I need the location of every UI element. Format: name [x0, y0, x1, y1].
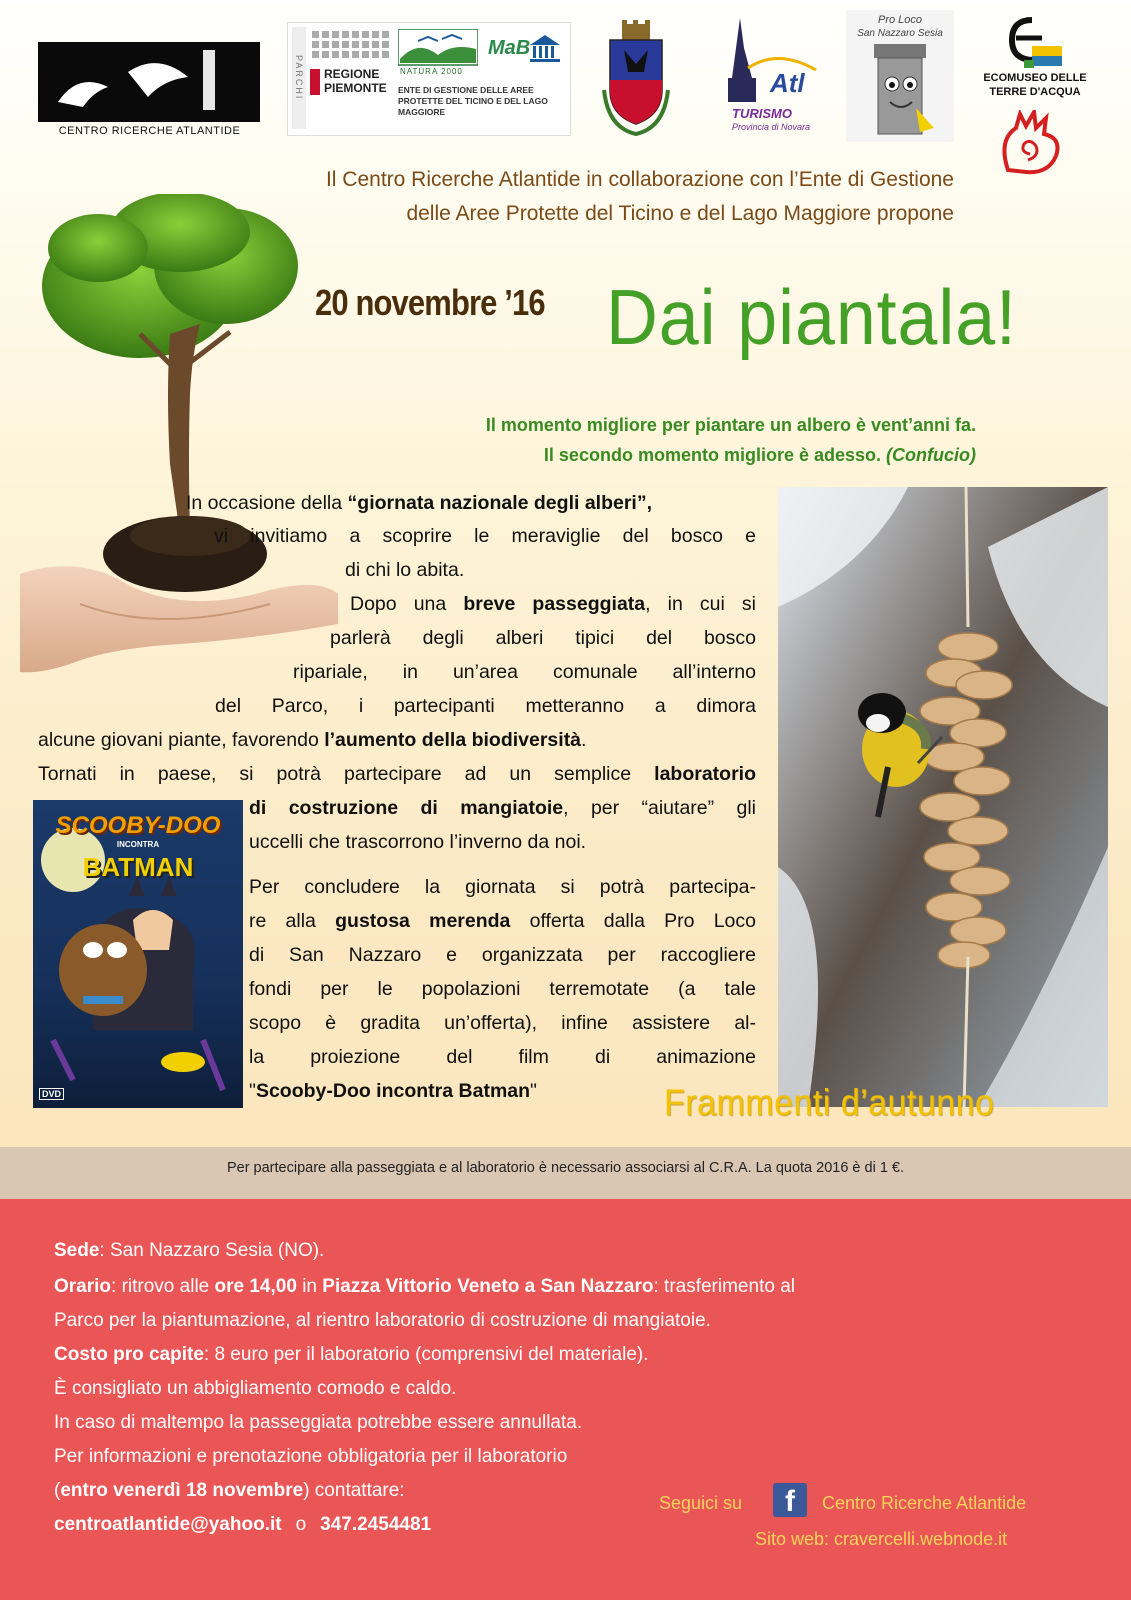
info-maltempo: In caso di maltempo la passeggiata potrebbe essere annullata. [54, 1412, 583, 1433]
body-line-7: del Parco, i partecipanti metteranno a dimora [215, 695, 756, 717]
info-orario [54, 1276, 795, 1298]
info-prenotazione: Per informazioni e prenotazione obbligatoria per il laboratorio [54, 1446, 568, 1467]
info-label: Sede [54, 1240, 100, 1261]
proloco-logo [846, 10, 954, 142]
frammenti-autunno: Frammenti d’autunno [664, 1082, 995, 1123]
info-label: Orario [54, 1276, 112, 1297]
quote-text: Il secondo momento migliore è adesso. [543, 445, 887, 465]
body-line-16: scopo è gradita un’offerta), infine assistere al- [249, 1012, 756, 1034]
turismo-label: TURISMO [732, 106, 792, 121]
regione-name: REGIONE PIEMONTE [324, 67, 387, 95]
info-abbigliamento: È consigliato un abbigliamento comodo e caldo. [54, 1378, 457, 1399]
parchi-label: PARCHI [292, 27, 306, 129]
quote-line-2 [544, 445, 976, 466]
municipal-crest-icon [600, 20, 672, 140]
body-line-4 [350, 593, 756, 616]
unesco-icon [528, 33, 562, 63]
body-text: " [530, 1080, 537, 1102]
quote-line-1: Il momento migliore per piantare un albero è vent’anni fa. [485, 415, 976, 435]
parchi-regione-logo [287, 22, 571, 136]
provincia-label: Provincia di Novara [732, 122, 811, 132]
body-line-8 [38, 729, 586, 752]
atl-turismo-logo [718, 18, 823, 140]
ente-text: ENTE DI GESTIONE DELLE AREE PROTETTE DEL TICINO E DEL LAGO MAGGIORE [398, 85, 548, 117]
body-line-15: fondi per le popolazioni terremotate (a tale [249, 978, 756, 1000]
body-line-2: vi invitiamo a scoprire le meraviglie del bosco e [214, 525, 756, 547]
red-hand-spiral-icon [996, 110, 1066, 176]
info-value: in [296, 1276, 323, 1297]
dvd-batman: BATMAN [82, 852, 194, 882]
event-title: Dai piantala! [606, 273, 1017, 361]
ecomuseo-e-icon [1002, 16, 1064, 70]
body-text: . [581, 729, 587, 751]
contact-phone[interactable]: 347.2454481 [320, 1514, 432, 1535]
body-line-1 [186, 492, 652, 515]
info-sede [54, 1240, 324, 1262]
tower-mascot-icon [860, 44, 940, 140]
body-text: In occasione della [186, 492, 348, 514]
cra-logo [38, 32, 260, 140]
intro-line-1: Il Centro Ricerche Atlantide in collaborazione con l’Ente di Gestione [325, 168, 954, 191]
body-line-13 [249, 910, 756, 933]
body-line-9 [38, 763, 756, 786]
tree-in-hand-image [20, 194, 340, 714]
info-value: ) contattare: [303, 1480, 405, 1501]
body-highlight: laboratorio [654, 763, 756, 785]
body-line-14: di San Nazzaro e organizzata per raccogliere [249, 944, 756, 966]
body-text: offerta dalla Pro Loco [510, 910, 756, 932]
seguici-label: Seguici su [659, 1493, 743, 1513]
info-costo [54, 1344, 649, 1366]
body-line-11: uccelli che trascorrono l’inverno da noi. [249, 831, 587, 853]
cra-name: CENTRO RICERCHE ATLANTIDE [58, 125, 241, 137]
ecomuseo-line1: ECOMUSEO DELLE [983, 72, 1087, 84]
facebook-icon[interactable]: f [773, 1483, 807, 1517]
body-line-18 [249, 1080, 537, 1103]
atl-word: Atl [770, 68, 805, 98]
natura-label: NATURA 2000 [400, 67, 463, 76]
body-text: re alla [249, 910, 336, 932]
body-text: alcune giovani piante, favorendo [38, 729, 325, 751]
body-text: " [249, 1080, 256, 1102]
body-highlight: “giornata nazionale degli alberi”, [347, 492, 653, 514]
ecomuseo-line2: TERRE D'ACQUA [989, 86, 1081, 98]
scooby-doo-dvd-cover [33, 800, 243, 1108]
quote-author: (Confucio) [886, 445, 976, 465]
info-value: : San Nazzaro Sesia (NO). [99, 1240, 325, 1261]
dvd-logo: DVD [39, 1088, 64, 1100]
body-line-5: parlerà degli alberi tipici del bosco [330, 627, 756, 649]
contact-email[interactable]: centroatlantide@yahoo.it [54, 1514, 282, 1535]
info-value: : trasferimento al [653, 1276, 795, 1297]
info-value: ( [54, 1480, 61, 1501]
contact-separator: o [295, 1514, 307, 1535]
info-highlight: ore 14,00 [214, 1276, 297, 1297]
proloco-label: Pro Loco [877, 14, 923, 26]
body-text: , per “aiutare” gli [563, 797, 756, 819]
info-label: Costo pro capite [54, 1344, 204, 1365]
intro-line-2: delle Aree Protette del Ticino e del Lago Maggiore propone [406, 202, 954, 225]
body-highlight: breve passeggiata [463, 593, 646, 615]
body-line-3: di chi lo abita. [345, 559, 465, 581]
event-date: 20 novembre ’16 [315, 282, 545, 323]
proloco-place: San Nazzaro Sesia [857, 28, 943, 39]
film-title: Scooby-Doo incontra Batman [255, 1080, 531, 1102]
membership-note: Per partecipare alla passeggiata e al laboratorio è necessario associarsi al C.R.A. La quota 2016 è di 1 €. [226, 1160, 905, 1176]
info-contacts [54, 1514, 431, 1536]
info-value: : 8 euro per il laboratorio (comprensivi del materiale). [203, 1344, 649, 1365]
body-line-12: Per concludere la giornata si potrà partecipa- [249, 876, 756, 898]
bird-feeder-photo [778, 487, 1108, 1107]
info-highlight: Piazza Vittorio Veneto a San Nazzaro [322, 1276, 654, 1297]
info-value: : ritrovo alle [111, 1276, 215, 1297]
info-entro [54, 1480, 405, 1502]
body-highlight: gustosa merenda [335, 910, 511, 932]
body-line-10 [249, 797, 756, 820]
body-highlight: di costruzione di mangiatoie [249, 797, 564, 819]
body-line-6: ripariale, in un’area comunale all’interno [293, 661, 756, 683]
regione-flag-icon [310, 69, 320, 95]
body-text: , in cui si [645, 593, 756, 615]
info-highlight: entro venerdì 18 novembre [60, 1480, 304, 1501]
info-orario-cont: Parco per la piantumazione, al rientro laboratorio di costruzione di mangiatoie. [54, 1310, 711, 1331]
mab-label: MaB [488, 37, 531, 59]
ecomuseo-logo [980, 16, 1090, 106]
body-text: Dopo una [350, 593, 464, 615]
body-highlight: l’aumento della biodiversità [324, 729, 582, 751]
website-link[interactable]: Sito web: cravercelli.webnode.it [755, 1529, 1008, 1549]
facebook-page-link[interactable]: Centro Ricerche Atlantide [822, 1493, 1027, 1513]
dvd-incontra: INCONTRA [116, 840, 160, 849]
body-line-17: la proiezione del film di animazione [249, 1046, 756, 1068]
dvd-title: SCOOBY-DOO [55, 812, 221, 839]
body-text: Tornati in paese, si potrà partecipare ad un semplice [38, 763, 655, 785]
